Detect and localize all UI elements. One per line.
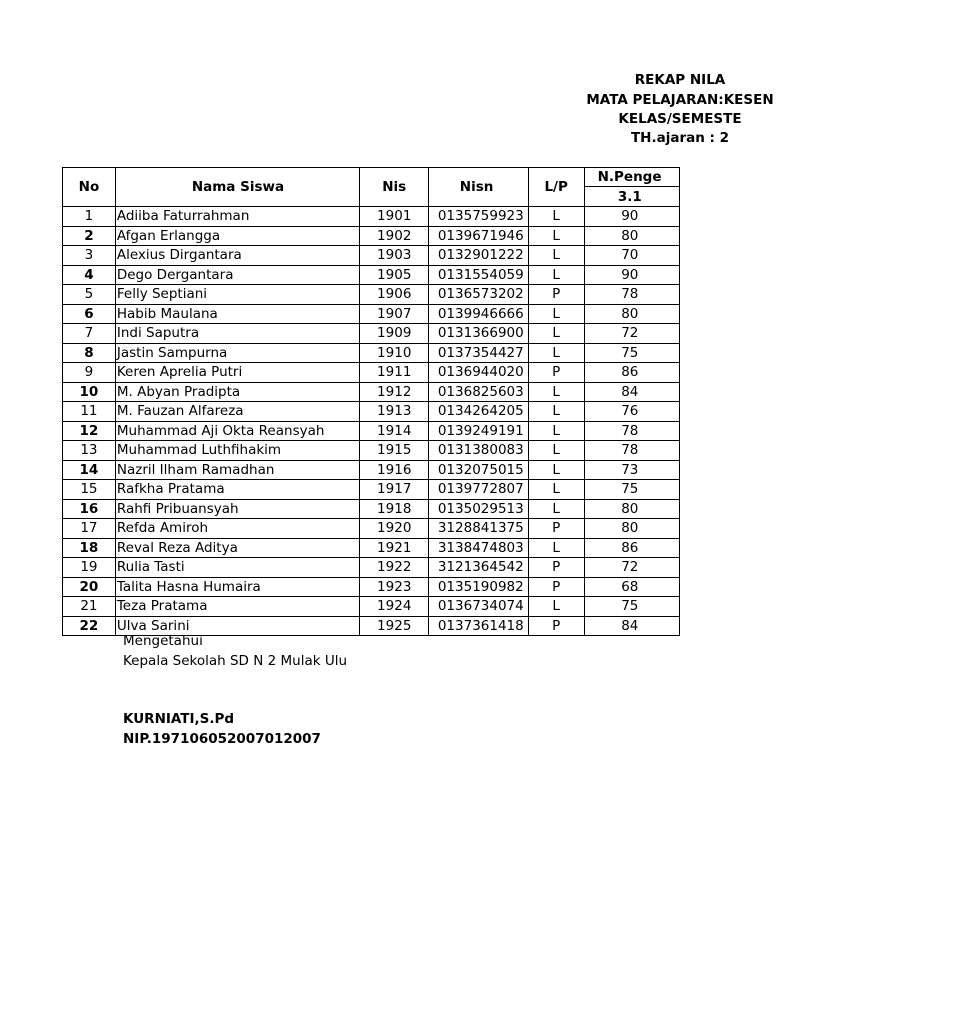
table-row: [63, 538, 680, 558]
row-no: 11: [63, 402, 116, 422]
row-nis: 1916: [360, 460, 429, 480]
row-name: Alexius Dirgantara: [115, 246, 359, 266]
row-lp: L: [528, 460, 584, 480]
row-name: Afgan Erlangga: [115, 226, 359, 246]
row-value: 78: [584, 421, 679, 441]
row-nis: 1915: [360, 441, 429, 461]
row-nisn: 0139946666: [429, 304, 528, 324]
row-name: Teza Pratama: [115, 597, 359, 617]
row-value: 80: [584, 499, 679, 519]
row-no: 17: [63, 519, 116, 539]
col-header-no: No: [63, 168, 116, 207]
row-name: Muhammad Aji Okta Reansyah: [115, 421, 359, 441]
row-name: Rafkha Pratama: [115, 480, 359, 500]
row-nisn: 0136573202: [429, 285, 528, 305]
table-row: [63, 304, 680, 324]
row-no: 5: [63, 285, 116, 305]
row-value: 90: [584, 265, 679, 285]
row-value: 75: [584, 597, 679, 617]
row-value: 68: [584, 577, 679, 597]
row-lp: L: [528, 538, 584, 558]
table-body: [63, 207, 680, 636]
table-row: [63, 402, 680, 422]
table-row: [63, 577, 680, 597]
row-nis: 1921: [360, 538, 429, 558]
row-nis: 1910: [360, 343, 429, 363]
row-lp: P: [528, 363, 584, 383]
row-name: Muhammad Luthfihakim: [115, 441, 359, 461]
row-value: 86: [584, 363, 679, 383]
row-lp: L: [528, 382, 584, 402]
row-nisn: 0135759923: [429, 207, 528, 227]
report-title: REKAP NILA: [634, 72, 726, 88]
row-nis: 1918: [360, 499, 429, 519]
row-no: 18: [63, 538, 116, 558]
row-nis: 1902: [360, 226, 429, 246]
row-value: 90: [584, 207, 679, 227]
row-no: 6: [63, 304, 116, 324]
row-lp: L: [528, 343, 584, 363]
row-nis: 1917: [360, 480, 429, 500]
row-nisn: 0137361418: [429, 616, 528, 636]
row-name: Adiiba Faturrahman: [115, 207, 359, 227]
row-value: 84: [584, 382, 679, 402]
row-no: 19: [63, 558, 116, 578]
row-no: 20: [63, 577, 116, 597]
row-name: Rahfi Pribuansyah: [115, 499, 359, 519]
row-lp: P: [528, 285, 584, 305]
row-no: 2: [63, 226, 116, 246]
row-no: 3: [63, 246, 116, 266]
row-no: 8: [63, 343, 116, 363]
row-lp: L: [528, 499, 584, 519]
row-nisn: 0131366900: [429, 324, 528, 344]
row-nisn: 0139249191: [429, 421, 528, 441]
row-nisn: 0134264205: [429, 402, 528, 422]
subject-line: MATA PELAJARAN:KESEN: [586, 92, 774, 108]
table-row: [63, 363, 680, 383]
row-no: 15: [63, 480, 116, 500]
row-nisn: 3128841375: [429, 519, 528, 539]
row-value: 84: [584, 616, 679, 636]
row-nisn: 0139671946: [429, 226, 528, 246]
row-no: 22: [63, 616, 116, 636]
row-no: 10: [63, 382, 116, 402]
row-name: Reval Reza Aditya: [115, 538, 359, 558]
row-value: 78: [584, 441, 679, 461]
table-row: [63, 480, 680, 500]
col-header-name: Nama Siswa: [115, 168, 359, 207]
table-row: [63, 460, 680, 480]
row-name: M. Fauzan Alfareza: [115, 402, 359, 422]
row-no: 13: [63, 441, 116, 461]
row-lp: L: [528, 324, 584, 344]
row-nis: 1925: [360, 616, 429, 636]
row-name: M. Abyan Pradipta: [115, 382, 359, 402]
row-nisn: 0132075015: [429, 460, 528, 480]
row-lp: L: [528, 402, 584, 422]
row-no: 1: [63, 207, 116, 227]
row-name: Felly Septiani: [115, 285, 359, 305]
row-nisn: 0135029513: [429, 499, 528, 519]
footer-acknowledged: Mengetahui: [123, 633, 203, 649]
row-no: 4: [63, 265, 116, 285]
row-nisn: 0136825603: [429, 382, 528, 402]
row-value: 80: [584, 226, 679, 246]
row-nisn: 0132901222: [429, 246, 528, 266]
row-lp: P: [528, 558, 584, 578]
table-row: [63, 441, 680, 461]
row-nisn: 0139772807: [429, 480, 528, 500]
school-year-line: TH.ajaran : 2: [630, 130, 730, 146]
footer-principal-title: Kepala Sekolah SD N 2 Mulak Ulu: [123, 653, 348, 669]
row-nis: 1909: [360, 324, 429, 344]
table-row: [63, 421, 680, 441]
row-no: 7: [63, 324, 116, 344]
row-nisn: 3121364542: [429, 558, 528, 578]
row-value: 75: [584, 343, 679, 363]
table-row: [63, 285, 680, 305]
row-no: 14: [63, 460, 116, 480]
row-value: 70: [584, 246, 679, 266]
row-no: 12: [63, 421, 116, 441]
row-value: 80: [584, 519, 679, 539]
table-row: [63, 519, 680, 539]
row-name: Rulia Tasti: [115, 558, 359, 578]
row-nisn: 0131554059: [429, 265, 528, 285]
row-nisn: 0135190982: [429, 577, 528, 597]
table-row: [63, 558, 680, 578]
row-nis: 1912: [360, 382, 429, 402]
col-header-sub: 3.1: [584, 187, 679, 207]
row-nis: 1906: [360, 285, 429, 305]
row-name: Habib Maulana: [115, 304, 359, 324]
row-no: 16: [63, 499, 116, 519]
col-header-nis: Nis: [360, 168, 429, 207]
row-value: 72: [584, 558, 679, 578]
row-lp: L: [528, 265, 584, 285]
table-row: [63, 382, 680, 402]
row-no: 21: [63, 597, 116, 617]
row-lp: L: [528, 207, 584, 227]
row-value: 78: [584, 285, 679, 305]
signer-name: KURNIATI,S.Pd: [123, 711, 235, 727]
row-nisn: 0137354427: [429, 343, 528, 363]
signer-nip: NIP.197106052007012007: [123, 731, 321, 747]
table-row: [63, 207, 680, 227]
row-name: Dego Dergantara: [115, 265, 359, 285]
row-lp: L: [528, 421, 584, 441]
row-nis: 1913: [360, 402, 429, 422]
row-name: Indi Saputra: [115, 324, 359, 344]
row-no: 9: [63, 363, 116, 383]
row-nisn: 3138474803: [429, 538, 528, 558]
row-name: Keren Aprelia Putri: [115, 363, 359, 383]
row-value: 75: [584, 480, 679, 500]
row-value: 86: [584, 538, 679, 558]
row-nisn: 0136944020: [429, 363, 528, 383]
student-grades-table: [62, 167, 680, 636]
row-value: 73: [584, 460, 679, 480]
row-name: Talita Hasna Humaira: [115, 577, 359, 597]
row-nis: 1923: [360, 577, 429, 597]
row-lp: P: [528, 577, 584, 597]
class-semester-line: KELAS/SEMESTE: [618, 111, 742, 127]
row-lp: L: [528, 246, 584, 266]
row-name: Nazril Ilham Ramadhan: [115, 460, 359, 480]
row-value: 80: [584, 304, 679, 324]
row-lp: L: [528, 480, 584, 500]
row-nis: 1920: [360, 519, 429, 539]
row-value: 76: [584, 402, 679, 422]
table-row: [63, 597, 680, 617]
col-header-nisn: Nisn: [429, 168, 528, 207]
row-nis: 1911: [360, 363, 429, 383]
row-lp: L: [528, 304, 584, 324]
row-lp: L: [528, 226, 584, 246]
table-row: [63, 324, 680, 344]
row-name: Refda Amiroh: [115, 519, 359, 539]
row-lp: P: [528, 616, 584, 636]
row-nisn: 0136734074: [429, 597, 528, 617]
table-row: [63, 226, 680, 246]
row-nis: 1905: [360, 265, 429, 285]
col-header-group: N.Penge: [584, 168, 679, 187]
row-name: Ulva Sarini: [115, 616, 359, 636]
row-nisn: 0131380083: [429, 441, 528, 461]
row-nis: 1922: [360, 558, 429, 578]
row-lp: P: [528, 519, 584, 539]
row-nis: 1924: [360, 597, 429, 617]
row-value: 72: [584, 324, 679, 344]
row-lp: L: [528, 597, 584, 617]
row-nis: 1903: [360, 246, 429, 266]
table-row: [63, 265, 680, 285]
row-lp: L: [528, 441, 584, 461]
col-header-lp: L/P: [528, 168, 584, 207]
table-row: [63, 499, 680, 519]
table-row: [63, 343, 680, 363]
table-row: [63, 246, 680, 266]
row-nis: 1914: [360, 421, 429, 441]
row-nis: 1901: [360, 207, 429, 227]
row-name: Jastin Sampurna: [115, 343, 359, 363]
row-nis: 1907: [360, 304, 429, 324]
